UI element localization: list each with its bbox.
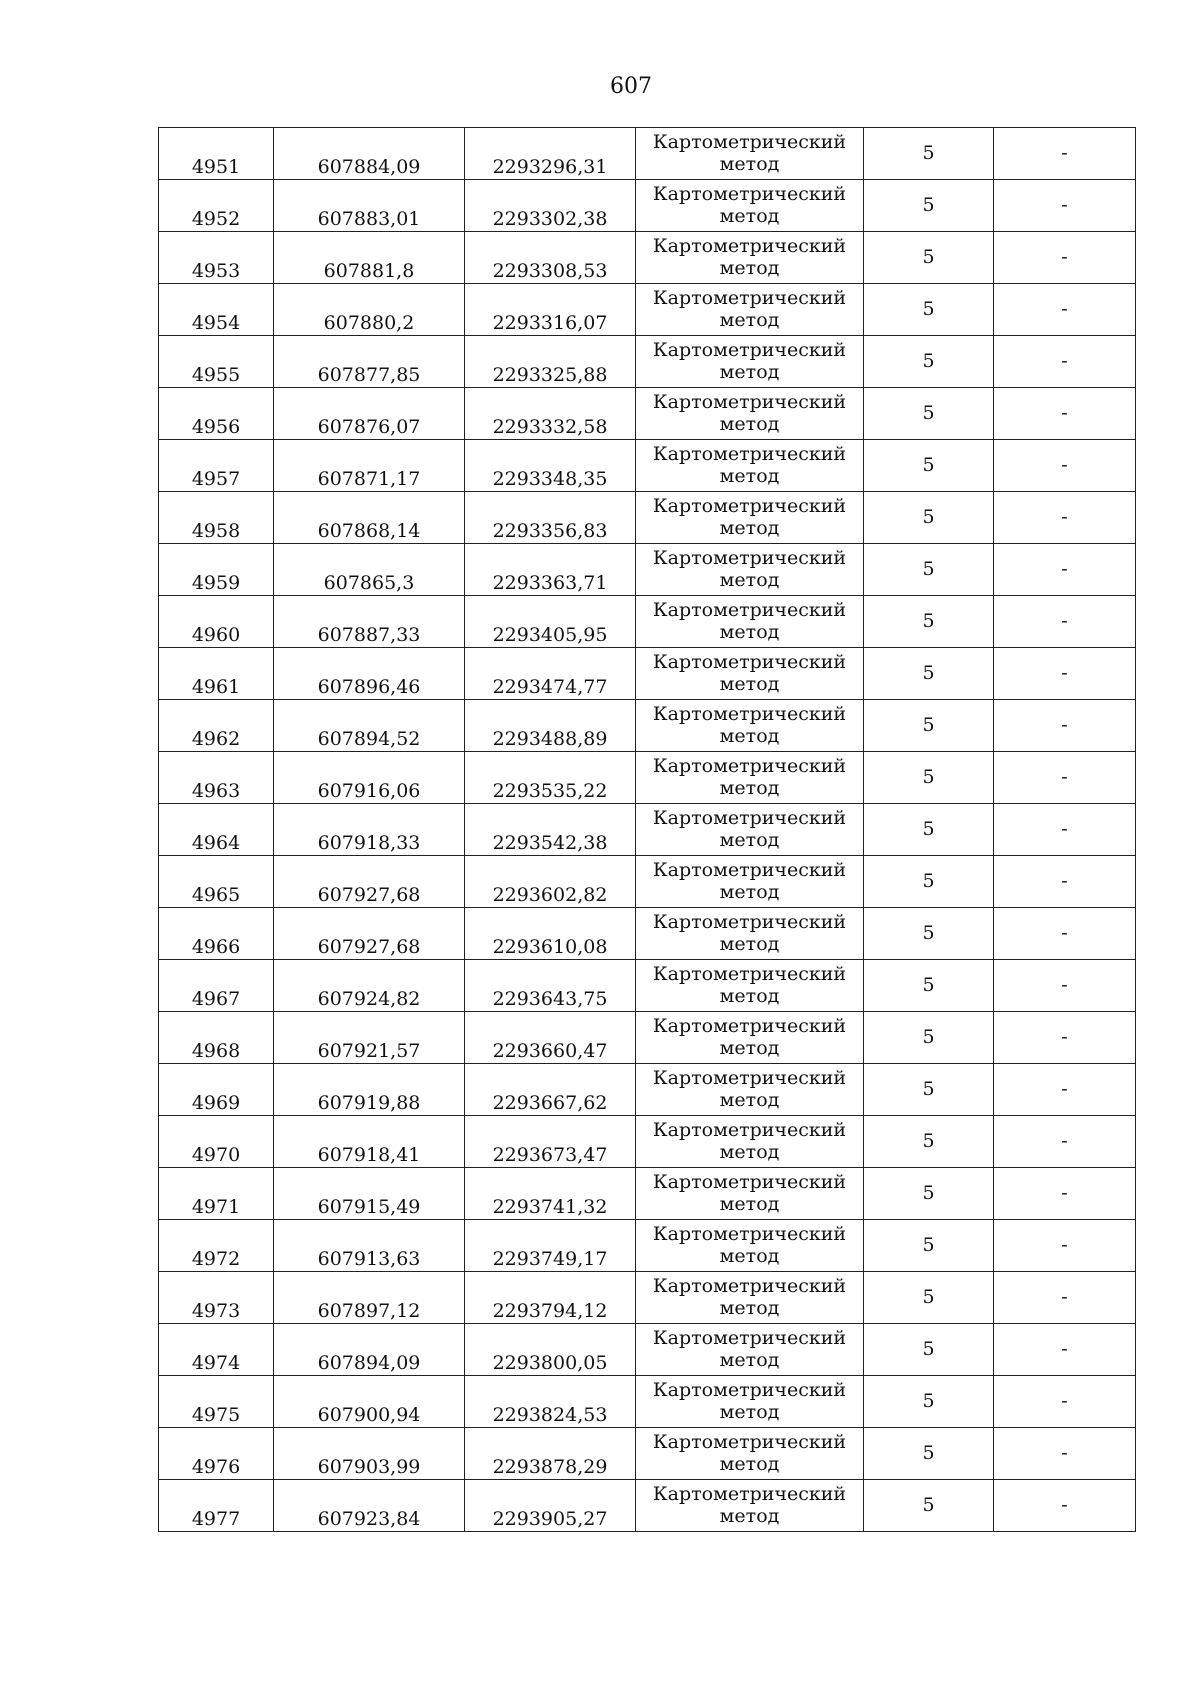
method-line-1: Картометрический (652, 910, 847, 933)
point-number-cell: 4966 (159, 908, 274, 960)
method-line-1: Картометрический (652, 858, 847, 881)
table-row (159, 388, 1136, 440)
method-line-2: метод (719, 1400, 780, 1423)
y-coordinate-cell: 2293602,82 (465, 856, 636, 908)
table-row (159, 596, 1136, 648)
y-coordinate-cell: 2293405,95 (465, 596, 636, 648)
x-coordinate-cell: 607865,3 (274, 544, 465, 596)
description-cell: - (994, 336, 1136, 388)
accuracy-cell: 5 (864, 700, 994, 752)
method-line-1: Картометрический (652, 806, 847, 829)
table-row (159, 960, 1136, 1012)
method-cell (636, 1376, 864, 1428)
method-cell (636, 1012, 864, 1064)
method-line-1: Картометрический (652, 338, 847, 361)
method-line-1: Картометрический (652, 1014, 847, 1037)
method-line-2: метод (719, 1452, 780, 1475)
method-cell (636, 1324, 864, 1376)
y-coordinate-cell: 2293332,58 (465, 388, 636, 440)
description-cell: - (994, 1324, 1136, 1376)
x-coordinate-cell: 607896,46 (274, 648, 465, 700)
table-row (159, 1428, 1136, 1480)
description-cell: - (994, 1272, 1136, 1324)
point-number-cell: 4963 (159, 752, 274, 804)
method-line-1: Картометрический (652, 1482, 847, 1505)
accuracy-cell: 5 (864, 1064, 994, 1116)
x-coordinate-cell: 607921,57 (274, 1012, 465, 1064)
table-row (159, 752, 1136, 804)
method-cell (636, 440, 864, 492)
method-cell (636, 960, 864, 1012)
x-coordinate-cell: 607880,2 (274, 284, 465, 336)
point-number-cell: 4960 (159, 596, 274, 648)
y-coordinate-cell: 2293363,71 (465, 544, 636, 596)
y-coordinate-cell: 2293302,38 (465, 180, 636, 232)
accuracy-cell: 5 (864, 1272, 994, 1324)
method-line-2: метод (719, 672, 780, 695)
x-coordinate-cell: 607871,17 (274, 440, 465, 492)
table-row (159, 1220, 1136, 1272)
description-cell: - (994, 1220, 1136, 1272)
accuracy-cell: 5 (864, 1480, 994, 1532)
accuracy-cell: 5 (864, 1220, 994, 1272)
x-coordinate-cell: 607894,52 (274, 700, 465, 752)
x-coordinate-cell: 607927,68 (274, 908, 465, 960)
method-cell (636, 336, 864, 388)
table-row (159, 232, 1136, 284)
table-row (159, 1116, 1136, 1168)
method-line-2: метод (719, 1140, 780, 1163)
description-cell: - (994, 1064, 1136, 1116)
description-cell: - (994, 180, 1136, 232)
accuracy-cell: 5 (864, 1376, 994, 1428)
x-coordinate-cell: 607903,99 (274, 1428, 465, 1480)
method-line-2: метод (719, 256, 780, 279)
description-cell: - (994, 960, 1136, 1012)
method-line-1: Картометрический (652, 286, 847, 309)
method-cell (636, 908, 864, 960)
table-row (159, 128, 1136, 180)
table-row (159, 336, 1136, 388)
coordinates-table (158, 127, 1136, 1532)
y-coordinate-cell: 2293667,62 (465, 1064, 636, 1116)
description-cell: - (994, 388, 1136, 440)
y-coordinate-cell: 2293610,08 (465, 908, 636, 960)
description-cell: - (994, 1116, 1136, 1168)
method-cell (636, 128, 864, 180)
method-line-1: Картометрический (652, 1066, 847, 1089)
y-coordinate-cell: 2293296,31 (465, 128, 636, 180)
method-cell (636, 1168, 864, 1220)
x-coordinate-cell: 607916,06 (274, 752, 465, 804)
point-number-cell: 4971 (159, 1168, 274, 1220)
description-cell: - (994, 232, 1136, 284)
method-line-1: Картометрический (652, 442, 847, 465)
accuracy-cell: 5 (864, 492, 994, 544)
method-line-1: Картометрический (652, 1222, 847, 1245)
method-line-2: метод (719, 1088, 780, 1111)
accuracy-cell: 5 (864, 1324, 994, 1376)
point-number-cell: 4969 (159, 1064, 274, 1116)
method-cell (636, 1064, 864, 1116)
x-coordinate-cell: 607894,09 (274, 1324, 465, 1376)
accuracy-cell: 5 (864, 128, 994, 180)
y-coordinate-cell: 2293673,47 (465, 1116, 636, 1168)
method-line-1: Картометрический (652, 598, 847, 621)
table-row (159, 1168, 1136, 1220)
page-number: 607 (610, 74, 652, 99)
method-line-2: метод (719, 568, 780, 591)
x-coordinate-cell: 607915,49 (274, 1168, 465, 1220)
table-row (159, 1376, 1136, 1428)
accuracy-cell: 5 (864, 336, 994, 388)
accuracy-cell: 5 (864, 232, 994, 284)
x-coordinate-cell: 607887,33 (274, 596, 465, 648)
accuracy-cell: 5 (864, 284, 994, 336)
x-coordinate-cell: 607918,41 (274, 1116, 465, 1168)
method-line-2: метод (719, 776, 780, 799)
description-cell: - (994, 440, 1136, 492)
method-line-2: метод (719, 152, 780, 175)
x-coordinate-cell: 607919,88 (274, 1064, 465, 1116)
method-line-2: метод (719, 308, 780, 331)
accuracy-cell: 5 (864, 804, 994, 856)
method-line-1: Картометрический (652, 130, 847, 153)
description-cell: - (994, 128, 1136, 180)
y-coordinate-cell: 2293794,12 (465, 1272, 636, 1324)
point-number-cell: 4973 (159, 1272, 274, 1324)
method-line-1: Картометрический (652, 702, 847, 725)
table-row (159, 1012, 1136, 1064)
method-line-1: Картометрический (652, 494, 847, 517)
y-coordinate-cell: 2293643,75 (465, 960, 636, 1012)
description-cell: - (994, 1376, 1136, 1428)
x-coordinate-cell: 607877,85 (274, 336, 465, 388)
method-line-1: Картометрический (652, 1274, 847, 1297)
table-row (159, 284, 1136, 336)
x-coordinate-cell: 607923,84 (274, 1480, 465, 1532)
y-coordinate-cell: 2293542,38 (465, 804, 636, 856)
point-number-cell: 4975 (159, 1376, 274, 1428)
method-line-2: метод (719, 1504, 780, 1527)
method-cell (636, 596, 864, 648)
method-cell (636, 804, 864, 856)
table-body (159, 128, 1136, 1532)
method-line-1: Картометрический (652, 1118, 847, 1141)
table-row (159, 908, 1136, 960)
x-coordinate-cell: 607924,82 (274, 960, 465, 1012)
x-coordinate-cell: 607900,94 (274, 1376, 465, 1428)
y-coordinate-cell: 2293308,53 (465, 232, 636, 284)
method-line-1: Картометрический (652, 546, 847, 569)
y-coordinate-cell: 2293356,83 (465, 492, 636, 544)
method-line-2: метод (719, 1036, 780, 1059)
y-coordinate-cell: 2293535,22 (465, 752, 636, 804)
point-number-cell: 4953 (159, 232, 274, 284)
method-line-1: Картометрический (652, 1378, 847, 1401)
table-row (159, 804, 1136, 856)
table-row (159, 856, 1136, 908)
method-line-2: метод (719, 1348, 780, 1371)
x-coordinate-cell: 607913,63 (274, 1220, 465, 1272)
y-coordinate-cell: 2293316,07 (465, 284, 636, 336)
point-number-cell: 4955 (159, 336, 274, 388)
accuracy-cell: 5 (864, 1428, 994, 1480)
method-cell (636, 648, 864, 700)
x-coordinate-cell: 607927,68 (274, 856, 465, 908)
point-number-cell: 4968 (159, 1012, 274, 1064)
method-cell (636, 1480, 864, 1532)
point-number-cell: 4964 (159, 804, 274, 856)
x-coordinate-cell: 607868,14 (274, 492, 465, 544)
point-number-cell: 4957 (159, 440, 274, 492)
accuracy-cell: 5 (864, 752, 994, 804)
x-coordinate-cell: 607881,8 (274, 232, 465, 284)
method-line-2: метод (719, 516, 780, 539)
method-cell (636, 700, 864, 752)
method-line-2: метод (719, 360, 780, 383)
method-line-1: Картометрический (652, 650, 847, 673)
table-row (159, 1324, 1136, 1376)
method-line-1: Картометрический (652, 234, 847, 257)
method-line-1: Картометрический (652, 1430, 847, 1453)
accuracy-cell: 5 (864, 1012, 994, 1064)
method-cell (636, 284, 864, 336)
description-cell: - (994, 1168, 1136, 1220)
point-number-cell: 4976 (159, 1428, 274, 1480)
method-cell (636, 1220, 864, 1272)
method-line-2: метод (719, 620, 780, 643)
point-number-cell: 4962 (159, 700, 274, 752)
method-cell (636, 232, 864, 284)
point-number-cell: 4951 (159, 128, 274, 180)
method-cell (636, 544, 864, 596)
point-number-cell: 4961 (159, 648, 274, 700)
method-cell (636, 1272, 864, 1324)
y-coordinate-cell: 2293488,89 (465, 700, 636, 752)
method-line-2: метод (719, 932, 780, 955)
x-coordinate-cell: 607918,33 (274, 804, 465, 856)
accuracy-cell: 5 (864, 1116, 994, 1168)
table-row (159, 648, 1136, 700)
x-coordinate-cell: 607883,01 (274, 180, 465, 232)
point-number-cell: 4977 (159, 1480, 274, 1532)
point-number-cell: 4959 (159, 544, 274, 596)
table-row (159, 1480, 1136, 1532)
method-cell (636, 180, 864, 232)
accuracy-cell: 5 (864, 596, 994, 648)
accuracy-cell: 5 (864, 908, 994, 960)
y-coordinate-cell: 2293824,53 (465, 1376, 636, 1428)
table-row (159, 544, 1136, 596)
method-cell (636, 752, 864, 804)
method-cell (636, 492, 864, 544)
method-line-2: метод (719, 984, 780, 1007)
method-cell (636, 856, 864, 908)
table-row (159, 180, 1136, 232)
method-line-2: метод (719, 1244, 780, 1267)
y-coordinate-cell: 2293741,32 (465, 1168, 636, 1220)
method-line-1: Картометрический (652, 390, 847, 413)
method-line-2: метод (719, 724, 780, 747)
method-line-1: Картометрический (652, 182, 847, 205)
x-coordinate-cell: 607876,07 (274, 388, 465, 440)
method-cell (636, 388, 864, 440)
table-row (159, 700, 1136, 752)
method-line-2: метод (719, 828, 780, 851)
accuracy-cell: 5 (864, 388, 994, 440)
y-coordinate-cell: 2293878,29 (465, 1428, 636, 1480)
method-line-1: Картометрический (652, 754, 847, 777)
method-line-1: Картометрический (652, 962, 847, 985)
point-number-cell: 4967 (159, 960, 274, 1012)
method-line-2: метод (719, 464, 780, 487)
y-coordinate-cell: 2293660,47 (465, 1012, 636, 1064)
description-cell: - (994, 856, 1136, 908)
method-line-2: метод (719, 204, 780, 227)
accuracy-cell: 5 (864, 856, 994, 908)
table-row (159, 492, 1136, 544)
description-cell: - (994, 492, 1136, 544)
point-number-cell: 4970 (159, 1116, 274, 1168)
method-line-2: метод (719, 412, 780, 435)
description-cell: - (994, 648, 1136, 700)
point-number-cell: 4952 (159, 180, 274, 232)
description-cell: - (994, 804, 1136, 856)
y-coordinate-cell: 2293325,88 (465, 336, 636, 388)
y-coordinate-cell: 2293800,05 (465, 1324, 636, 1376)
description-cell: - (994, 700, 1136, 752)
point-number-cell: 4972 (159, 1220, 274, 1272)
method-cell (636, 1116, 864, 1168)
y-coordinate-cell: 2293474,77 (465, 648, 636, 700)
method-line-2: метод (719, 1296, 780, 1319)
accuracy-cell: 5 (864, 544, 994, 596)
method-line-1: Картометрический (652, 1326, 847, 1349)
description-cell: - (994, 1012, 1136, 1064)
accuracy-cell: 5 (864, 1168, 994, 1220)
y-coordinate-cell: 2293348,35 (465, 440, 636, 492)
description-cell: - (994, 596, 1136, 648)
method-cell (636, 1428, 864, 1480)
accuracy-cell: 5 (864, 440, 994, 492)
description-cell: - (994, 1428, 1136, 1480)
table-row (159, 1064, 1136, 1116)
description-cell: - (994, 284, 1136, 336)
description-cell: - (994, 1480, 1136, 1532)
point-number-cell: 4958 (159, 492, 274, 544)
method-line-2: метод (719, 1192, 780, 1215)
description-cell: - (994, 752, 1136, 804)
description-cell: - (994, 544, 1136, 596)
point-number-cell: 4956 (159, 388, 274, 440)
point-number-cell: 4954 (159, 284, 274, 336)
accuracy-cell: 5 (864, 648, 994, 700)
point-number-cell: 4974 (159, 1324, 274, 1376)
point-number-cell: 4965 (159, 856, 274, 908)
y-coordinate-cell: 2293749,17 (465, 1220, 636, 1272)
table-row (159, 1272, 1136, 1324)
method-line-2: метод (719, 880, 780, 903)
x-coordinate-cell: 607884,09 (274, 128, 465, 180)
accuracy-cell: 5 (864, 960, 994, 1012)
table-row (159, 440, 1136, 492)
x-coordinate-cell: 607897,12 (274, 1272, 465, 1324)
y-coordinate-cell: 2293905,27 (465, 1480, 636, 1532)
method-line-1: Картометрический (652, 1170, 847, 1193)
description-cell: - (994, 908, 1136, 960)
accuracy-cell: 5 (864, 180, 994, 232)
